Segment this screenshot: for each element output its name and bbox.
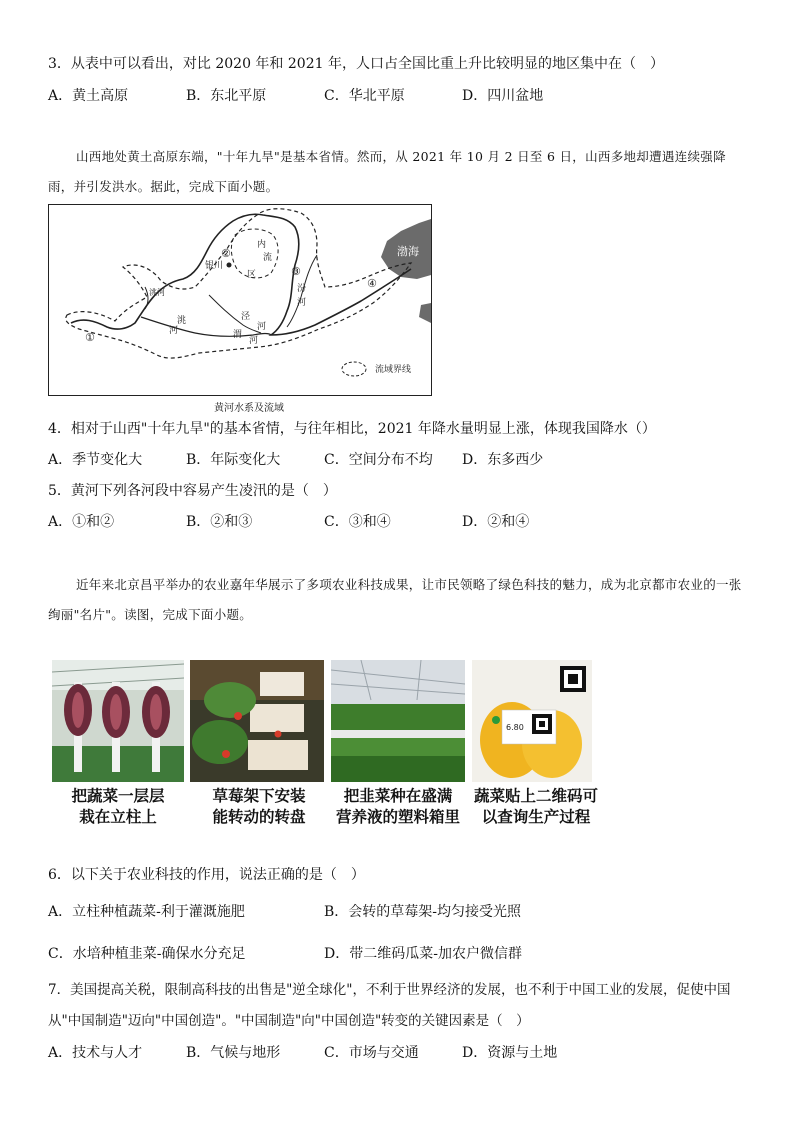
- legend-label: 流域界线: [375, 365, 412, 375]
- photo-3-svg: [331, 660, 465, 782]
- question-7-stem-line1: 7．美国提高关税，限制高科技的出售是"逆全球化"，不利于世界经济的发展，也不利于中国工业的发展，促使中国: [48, 982, 731, 998]
- q4-option-c: C．空间分布不均: [324, 452, 433, 468]
- fen-river-label-2: 河: [297, 298, 307, 308]
- q5-option-d: D．②和④: [462, 514, 530, 530]
- photo-1-svg: [52, 660, 184, 782]
- jing-river-label-2: 河: [257, 322, 267, 332]
- q3-option-d: D．四川盆地: [462, 88, 544, 104]
- marker-3: ③: [291, 265, 301, 278]
- jing-river-label-1: 泾: [241, 312, 251, 322]
- bohai-label: 渤海: [397, 245, 419, 258]
- endorheic-label-3: 区: [247, 270, 257, 280]
- photo-4-svg: [472, 660, 592, 782]
- q3-option-c: C．华北平原: [324, 88, 405, 104]
- photo-qr-code-vegetable: [472, 660, 592, 782]
- photo-3-caption: 把韭菜种在盛满 营养液的塑料箱里: [335, 787, 460, 826]
- marker-1: ①: [85, 331, 95, 344]
- marker-4: ④: [367, 277, 377, 290]
- question-5-stem: 5．黄河下列各河段中容易产生凌汛的是（ ）: [48, 483, 337, 499]
- photo-hydroponic-leeks: [331, 660, 465, 782]
- wei-river-label-1: 渭: [233, 330, 243, 340]
- photo-strawberry-rack: [190, 660, 324, 782]
- coast-shape: [419, 303, 431, 323]
- yellow-river-map: [48, 204, 432, 396]
- marker-2: ②: [221, 247, 231, 260]
- price-label: 6.80: [506, 723, 524, 732]
- huang-label-2: 河: [169, 326, 179, 336]
- q7-option-c: C．市场与交通: [324, 1045, 419, 1061]
- photo-4-caption: 蔬菜贴上二维码可 以查询生产过程: [473, 787, 598, 826]
- wei-river: [141, 317, 271, 336]
- endorheic-label-1: 内: [257, 240, 267, 250]
- q7-option-b: B．气候与地形: [186, 1045, 281, 1061]
- question-6-stem: 6．以下关于农业科技的作用，说法正确的是（ ）: [48, 867, 365, 883]
- q5-option-c: C．③和④: [324, 514, 391, 530]
- question-3-stem: 3．从表中可以看出，对比 2020 年和 2021 年，人口占全国比重上升比较明显的地区集中在（ ）: [48, 56, 664, 72]
- q4-option-a: A．季节变化大: [48, 452, 143, 468]
- yellow-river-map-svg: [49, 205, 431, 395]
- yinchuan-city-dot: [227, 263, 232, 268]
- wei-river-label-2: 河: [249, 336, 259, 346]
- passage-shanxi: 山西地处黄土高原东端，"十年九旱"是基本省情。然而，从 2021 年 10 月 2 日至 6 日，山西多地却遭遇连续强降雨，并引发洪水。据此，完成下面小题。: [48, 149, 726, 194]
- question-4-stem: 4．相对于山西"十年九旱"的基本省情，与往年相比，2021 年降水量明显上涨，体现我国降水（）: [48, 421, 656, 437]
- q7-option-d: D．资源与土地: [462, 1045, 558, 1061]
- photo-vertical-vegetables: [52, 660, 184, 782]
- huang-label-1: 洮: [177, 316, 187, 326]
- q6-option-a: A．立柱种植蔬菜-利于灌溉施肥: [48, 904, 245, 920]
- q3-option-a: A．黄土高原: [48, 88, 129, 104]
- q6-option-d: D．带二维码瓜菜-加农户微信群: [324, 946, 522, 962]
- photo-1-caption: 把蔬菜一层层 栽在立柱上: [71, 787, 165, 826]
- fen-river-label-1: 汾: [297, 284, 307, 294]
- q6-option-c: C．水培种植韭菜-确保水分充足: [48, 946, 246, 962]
- q4-option-b: B．年际变化大: [186, 452, 281, 468]
- q5-option-b: B．②和③: [186, 514, 253, 530]
- endorheic-label-2: 流: [263, 253, 273, 263]
- tao-river-label: 洮河: [149, 288, 165, 297]
- jing-river: [209, 295, 261, 333]
- q4-option-d: D．东多西少: [462, 452, 544, 468]
- photo-2-svg: [190, 660, 324, 782]
- question-7-stem-line2: 从"中国制造"迈向"中国创造"。"中国制造"向"中国创造"转变的关键因素是（ ）: [48, 1013, 530, 1029]
- map-caption: 黄河水系及流域: [214, 403, 284, 414]
- passage-beijing-agri: 近年来北京昌平举办的农业嘉年华展示了多项农业科技成果，让市民领略了绿色科技的魅力，成为北京都市农业的一张绚丽"名片"。读图，完成下面小题。: [48, 577, 742, 622]
- q6-option-b: B．会转的草莓架-均匀接受光照: [324, 904, 522, 920]
- photo-2-caption: 草莓架下安装 能转动的转盘: [212, 787, 306, 826]
- yinchuan-label: 银川: [205, 261, 224, 271]
- legend-boundary-symbol: [342, 362, 366, 376]
- q3-option-b: B．东北平原: [186, 88, 267, 104]
- q7-option-a: A．技术与人才: [48, 1045, 143, 1061]
- q5-option-a: A．①和②: [48, 514, 115, 530]
